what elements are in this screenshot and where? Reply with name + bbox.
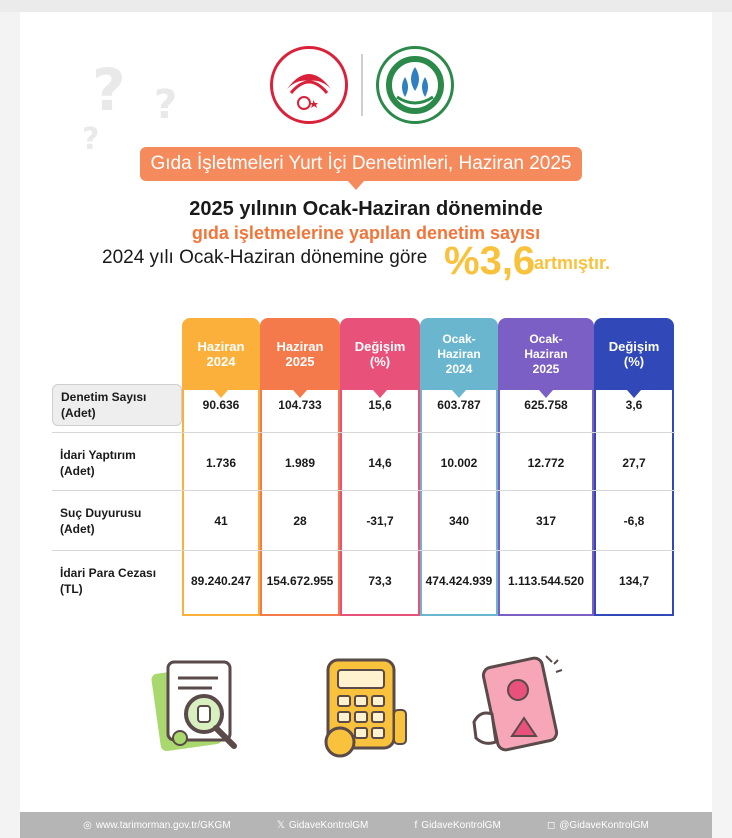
table-cell: 3,6 [625, 398, 643, 412]
globe-icon: ◎ [83, 819, 92, 831]
headline-line3: 2024 yılı Ocak-Haziran dönemine göre [102, 247, 428, 268]
table-cell: 1.736 [205, 456, 237, 470]
gkgm-logo [376, 46, 454, 124]
x-icon: 𝕏 [276, 819, 285, 831]
footer-website-text: www.tarimorman.gov.tr/GKGM [95, 819, 231, 831]
footer-facebook[interactable] [415, 820, 501, 831]
scrollbar[interactable] [712, 12, 732, 838]
table-row-divider [52, 490, 675, 491]
question-mark-icon: ? [82, 122, 100, 157]
table-cell: -31,7 [366, 514, 394, 528]
table-cell: 28 [293, 514, 307, 528]
table-cell: 12.772 [527, 456, 565, 470]
footer-instagram-text: @GidaveKontrolGM [559, 819, 649, 831]
table-cell: 27,7 [622, 456, 646, 470]
table-cell: 474.424.939 [425, 574, 493, 588]
footer-website[interactable] [83, 820, 231, 831]
table-cell: 625.758 [524, 398, 568, 412]
table-cell: 14,6 [368, 456, 392, 470]
question-mark-icon: ? [92, 56, 126, 124]
table-cell: 603.787 [437, 398, 481, 412]
document-search-icon [146, 650, 256, 764]
question-mark-icon: ? [154, 82, 178, 128]
top-strip [0, 0, 732, 12]
table-row-label: Suç Duyurusu (Adet) [60, 506, 142, 536]
table-header-cell: Ocak- Haziran 2025 [498, 318, 594, 390]
table-header-cell: Haziran 2025 [260, 318, 340, 390]
table-header-cell: Ocak- Haziran 2024 [420, 318, 498, 390]
table-header-cell: Değişim (%) [340, 318, 420, 390]
table-cell: 1.989 [284, 456, 316, 470]
table-cell: -6,8 [623, 514, 645, 528]
facebook-icon: f [414, 819, 418, 831]
table-cell: 73,3 [368, 574, 392, 588]
table-header-cell: Değişim (%) [594, 318, 674, 390]
table-row-divider [52, 550, 675, 551]
table-cell: 15,6 [368, 398, 392, 412]
footer-instagram[interactable] [547, 820, 649, 831]
table-row-divider [52, 432, 675, 433]
title-banner: Gıda İşletmeleri Yurt İçi Denetimleri, Haziran 2025 [140, 147, 582, 181]
table-cell: 134,7 [618, 574, 650, 588]
table-row-label: Denetim Sayısı (Adet) [52, 384, 182, 426]
table-cell: 104.733 [278, 398, 322, 412]
document-hand-icon [466, 650, 576, 764]
table-cell: 1.113.544.520 [507, 574, 585, 588]
infographic [20, 12, 712, 838]
footer-x-text: GidaveKontrolGM [288, 819, 369, 831]
calculator-icon [310, 650, 420, 764]
headline-line1: 2025 yılının Ocak-Haziran döneminde [189, 198, 543, 220]
table-row-label: İdari Yaptırım (Adet) [60, 448, 136, 478]
ministry-logo [270, 46, 348, 124]
table-cell: 89.240.247 [190, 574, 252, 588]
logo-divider [361, 54, 363, 116]
banner-pointer [348, 181, 364, 190]
table-cell: 317 [535, 514, 557, 528]
table-header-cell: Haziran 2024 [182, 318, 260, 390]
footer-bar [20, 812, 712, 838]
table-row-label: İdari Para Cezası (TL) [60, 566, 157, 596]
instagram-icon: ◻ [546, 819, 556, 831]
headline-percent: %3,6 [444, 239, 536, 283]
footer-facebook-text: GidaveKontrolGM [421, 819, 501, 831]
table-cell: 90.636 [202, 398, 240, 412]
table-cell: 340 [448, 514, 470, 528]
table-cell: 154.672.955 [266, 574, 334, 588]
table-cell: 10.002 [440, 456, 478, 470]
table-cell: 41 [214, 514, 228, 528]
headline-suffix: artmıştır. [534, 253, 611, 273]
footer-x[interactable] [277, 820, 369, 831]
headline-line2: gıda işletmelerine yapılan denetim sayısı [191, 223, 541, 243]
